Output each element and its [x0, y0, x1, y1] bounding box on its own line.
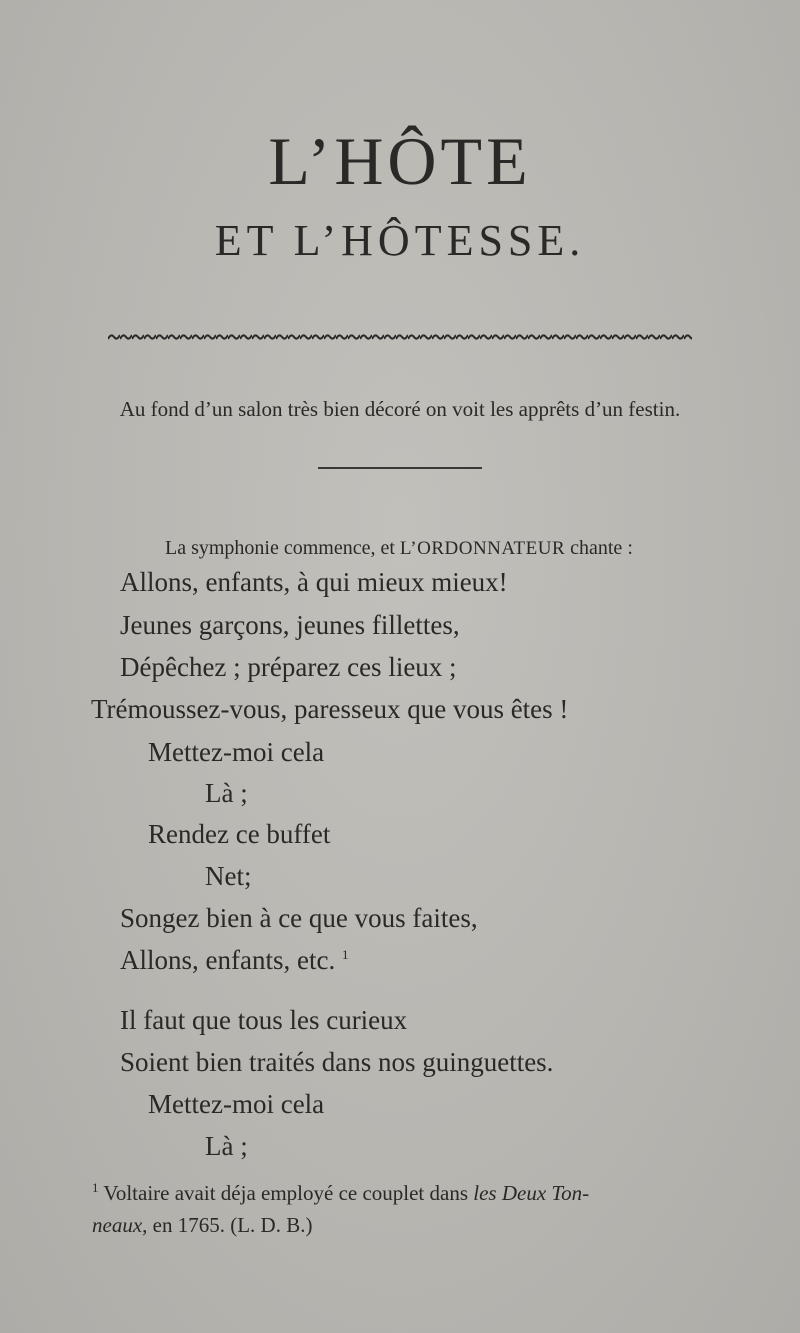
footnote-mark: 1 — [92, 1180, 99, 1195]
speaker-intro — [165, 537, 633, 560]
footnote-line-1 — [92, 1180, 589, 1206]
verse-line: Là ; — [205, 778, 248, 808]
footnote-marker: 1 — [341, 947, 349, 962]
intro-suffix: chante : — [565, 537, 633, 559]
verse-line: Dépêchez ; préparez ces lieux ; — [120, 652, 457, 682]
verse-line: Allons, enfants, à qui mieux mieux! — [120, 567, 508, 597]
verse-line: Il faut que tous les curieux — [120, 1005, 408, 1035]
verse-line: Soient bien traités dans nos guinguettes. — [120, 1047, 554, 1077]
verse-line: Jeunes garçons, jeunes fillettes, — [120, 610, 460, 640]
footnote-work-title-cont: neaux — [92, 1213, 143, 1237]
verse-line: Trémoussez-vous, paresseux que vous êtes ! — [91, 694, 569, 724]
footnote-citation: , en 1765. (L. D. B.) — [142, 1213, 313, 1237]
verse-line: Là ; — [205, 1131, 248, 1161]
stage-direction: Au fond d’un salon très bien décoré on voit les apprêts d’un festin. — [119, 397, 681, 421]
verse-line — [120, 945, 348, 976]
verse-line: Net; — [205, 861, 252, 891]
verse-line: Songez bien à ce que vous faites, — [120, 903, 478, 933]
title-line-1: L’HÔTE — [268, 123, 532, 199]
verse-text: Allons, enfants, etc. — [120, 945, 336, 975]
character-name: L’ORDONNATEUR — [399, 538, 566, 559]
verse-line: Rendez ce buffet — [148, 819, 331, 849]
footnote-work-title: les Deux Ton- — [473, 1181, 590, 1205]
ornamental-border — [108, 332, 692, 342]
divider-rule — [318, 467, 482, 469]
footnote-line-2 — [92, 1213, 312, 1238]
footnote-text: Voltaire avait déja employé ce couplet dans — [103, 1181, 474, 1205]
verse-line: Mettez-moi cela — [148, 1089, 325, 1119]
verse-line: Mettez-moi cela — [148, 737, 325, 767]
intro-prefix: La symphonie commence, et — [165, 537, 400, 559]
title-line-2: ET L’HÔTESSE. — [214, 216, 586, 265]
